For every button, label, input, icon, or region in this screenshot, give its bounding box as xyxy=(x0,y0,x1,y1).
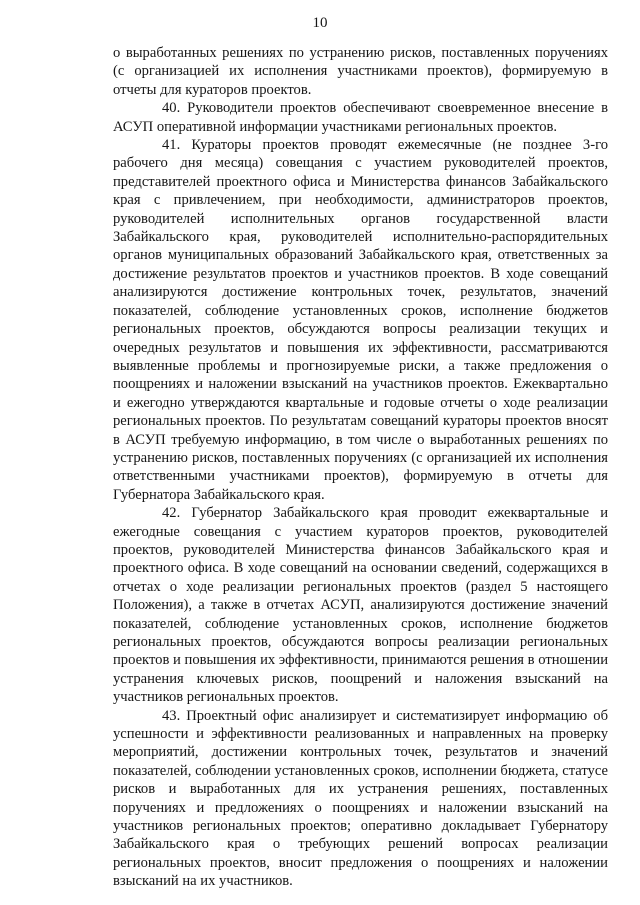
document-body xyxy=(113,44,608,891)
page-number: 10 xyxy=(312,15,328,31)
paragraph-43: 43. Проектный офис анализирует и систематизирует информацию об успешности и эффективности реализованных и направленных на проверку мероприятий, достижении контрольных точек, результатов и значений показателей, соблюдении установленных сроков, исполнении бюджета, статусе рисков и выработанных для их устранения решениях, поставленных поручениях и предложениях о поощрениях и наложении взысканий на участников региональных проектов; оперативно докладывает Губернатору Забайкальского края о требующих решений вопросах реализации региональных проектов, вносит предложения о поощрениях и наложении взысканий на их участников. xyxy=(113,707,608,890)
paragraph-40: 40. Руководители проектов обеспечивают своевременное внесение в АСУП оперативной информации участниками региональных проектов. xyxy=(113,100,608,135)
paragraph-continuation: о выработанных решениях по устранению рисков, поставленных поручениях (с организацией их исполнения участниками проектов), формируемую в отчеты для кураторов проектов. xyxy=(113,45,608,98)
paragraph-42: 42. Губернатор Забайкальского края проводит ежеквартальные и ежегодные совещания с участием кураторов проектов, руководителей проектов, руководителей Министерства финансов Забайкальского края и проектного офиса. В ходе совещаний на основании сведений, содержащихся в отчетах о ходе реализации региональных проектов (раздел 5 настоящего Положения), а также в отчетах АСУП, анализируются достижение значений показателей, соблюдение установленных сроков, исполнение бюджетов региональных проектов, обсуждаются вопросы реализации региональных проектов и повышения их эффективности, принимаются решения в отношении устранения ключевых рисков, поощрений и наложения взысканий на участников региональных проектов. xyxy=(113,505,608,706)
paragraph-41: 41. Кураторы проектов проводят ежемесячные (не позднее 3-го рабочего дня месяца) совещания с участием руководителей проектов, представителей проектного офиса и Министерства финансов Забайкальского края с привлечением, при необходимости, администраторов проектов, руководителей исполнительных органов государственной власти Забайкальского края, руководителей исполнительно-распорядительных органов муниципальных образований Забайкальского края, ответственных за достижение результатов проектов и участников проектов. В ходе совещаний анализируются достижение контрольных точек, результатов, значений показателей, соблюдение установленных сроков, исполнение бюджетов региональных проектов, обсуждаются вопросы реализации текущих и очередных результатов и повышения их эффективности, рассматриваются выявленные проблемы и прогнозируемые риски, а также предложения о поощрениях и наложении взысканий на участников проектов. Ежеквартально и ежегодно утверждаются квартальные и годовые отчеты о ходе реализации региональных проектов. По результатам совещаний кураторы проектов вносят в АСУП требуемую информацию, в том числе о выработанных решениях по устранению рисков, поставленных поручениях (с организацией их исполнения ответственными участниками проектов), формируемую в отчеты для Губернатора Забайкальского края. xyxy=(113,137,608,503)
